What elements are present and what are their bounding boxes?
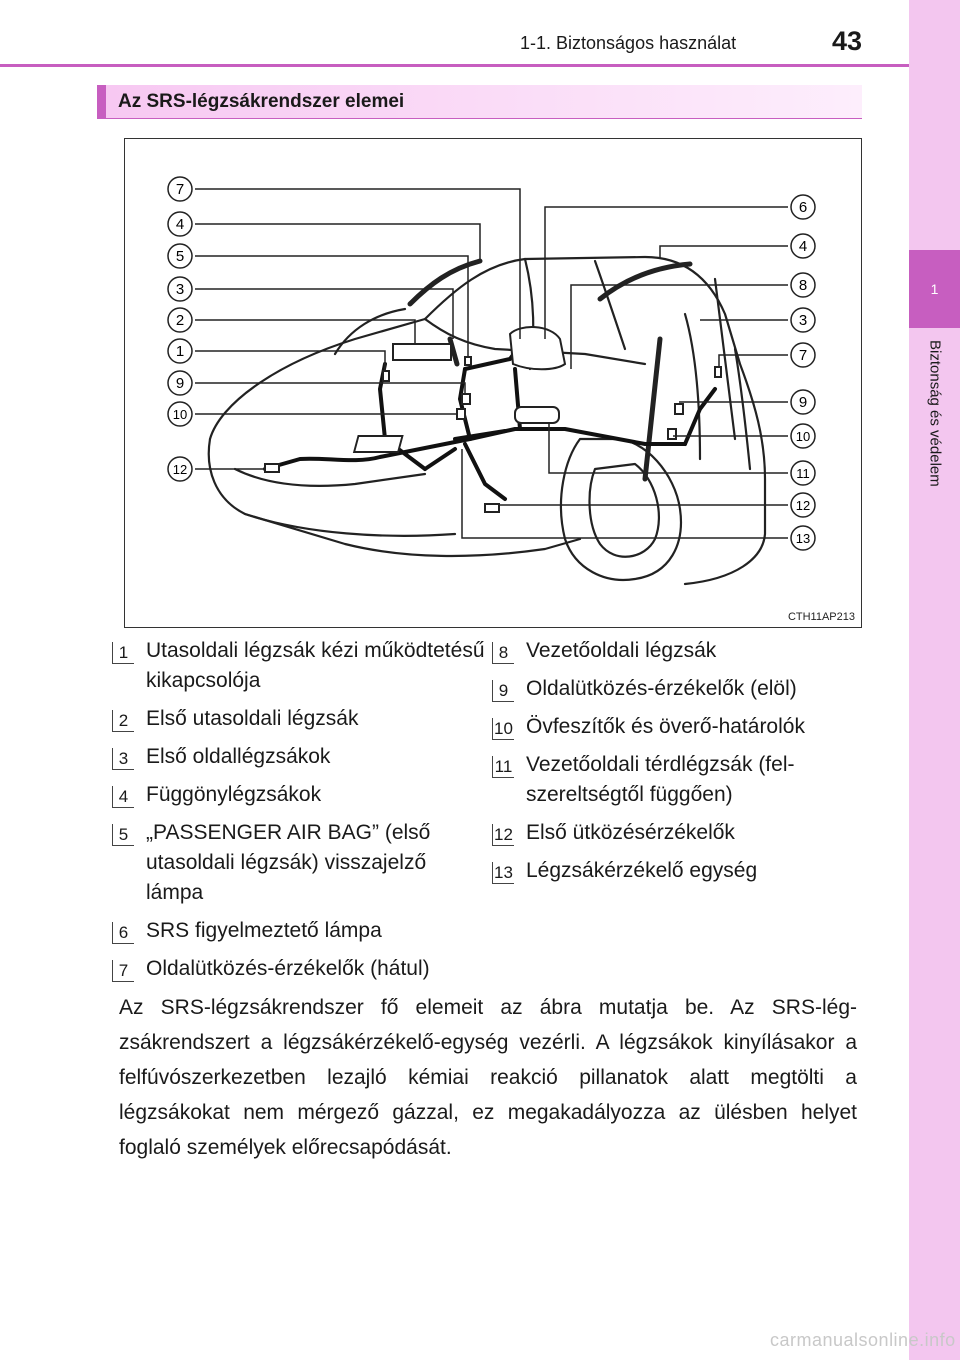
svg-text:10: 10 <box>172 407 188 422</box>
legend-text: Vezetőoldali légzsák <box>526 639 717 662</box>
callout-4-right <box>791 234 815 258</box>
callout-10-right <box>791 424 815 448</box>
svg-text:10: 10 <box>795 429 811 444</box>
legend-item <box>492 712 866 742</box>
svg-text:3: 3 <box>798 312 808 329</box>
legend-number: 5 <box>112 824 134 846</box>
legend-item <box>112 954 486 984</box>
car-illustration <box>125 139 860 626</box>
callout-12-left <box>168 457 192 481</box>
legend-text: Oldalütközés-érzékelők (hátul) <box>146 957 430 980</box>
callout-12-right <box>791 493 815 517</box>
callout-4-left <box>168 212 192 236</box>
legend-number: 3 <box>112 748 134 770</box>
legend-number: 10 <box>492 718 514 740</box>
callout-1-left <box>168 339 192 363</box>
watermark: carmanualsonline.info <box>770 1330 956 1350</box>
svg-text:12: 12 <box>172 462 188 477</box>
legend-item <box>112 704 486 734</box>
legend-text: Első oldallégzsákok <box>146 745 331 768</box>
svg-text:5: 5 <box>175 248 185 265</box>
svg-text:7: 7 <box>798 347 808 364</box>
callout-8-right <box>791 273 815 297</box>
chapter-number: 1 <box>909 250 960 328</box>
legend-item <box>112 818 466 908</box>
legend-number: 8 <box>492 642 514 664</box>
legend-item <box>492 818 866 848</box>
callout-9-right <box>791 390 815 414</box>
callout-5-left <box>168 244 192 268</box>
svg-text:9: 9 <box>175 375 185 392</box>
body-paragraph: Az SRS-légzsákrendszer fő elemeit az ábra mutatja be. Az SRS-légzsákrendszert a légzsákérzékelő-egység vezérli. A légzsákok kinyílásakor a felfúvószerkezetben lezajló kémiai reakció pillanatok alatt megtölti a légzsákokat nem mérgező gázzal, ez megakadályozza az ülésben helyet foglaló személyek előrecsapódását. <box>119 996 857 1159</box>
svg-text:6: 6 <box>798 199 808 216</box>
callout-7-left <box>168 177 192 201</box>
legend-item <box>112 636 486 696</box>
legend-number: 1 <box>112 642 134 664</box>
legend-number: 6 <box>112 922 134 944</box>
running-header: 1-1. Biztonságos használat <box>520 33 737 53</box>
legend-text: SRS figyelmeztető lámpa <box>146 919 382 942</box>
callout-3-left <box>168 277 192 301</box>
legend-text: Légzsákérzékelő egység <box>526 859 758 882</box>
legend-number: 2 <box>112 710 134 732</box>
legend-item <box>492 856 866 886</box>
legend-text: Övfeszítők és överő-határolók <box>526 715 805 738</box>
legend-text: Vezetőoldali térdlégzsák (felszereltségtől függően) <box>526 753 795 806</box>
svg-text:12: 12 <box>795 498 811 513</box>
legend-text: Oldalütközés-érzékelők (elöl) <box>526 677 797 700</box>
callout-11-right <box>791 461 815 485</box>
legend-text: Függönylégzsákok <box>146 783 322 806</box>
svg-text:8: 8 <box>798 277 808 294</box>
legend-number: 4 <box>112 786 134 808</box>
legend-text: Első ütközésérzékelők <box>526 821 735 844</box>
page-number: 43 <box>832 26 863 56</box>
legend-number: 9 <box>492 680 514 702</box>
callout-3-right <box>791 308 815 332</box>
legend-text: Első utasoldali légzsák <box>146 707 359 730</box>
svg-text:2: 2 <box>175 312 185 329</box>
svg-text:4: 4 <box>175 216 185 233</box>
diagram-code: CTH11AP213 <box>787 611 855 623</box>
legend-number: 12 <box>492 824 514 846</box>
section-heading: Az SRS-légzsákrendszer elemei <box>97 85 862 119</box>
legend-item <box>112 916 486 946</box>
legend-item <box>492 636 866 666</box>
srs-diagram <box>124 138 862 628</box>
header-rule <box>0 64 909 67</box>
callout-10-left <box>168 402 192 426</box>
svg-text:1: 1 <box>175 343 185 360</box>
legend-item <box>492 674 866 704</box>
callout-13-right <box>791 526 815 550</box>
legend-text: „PASSENGER AIR BAG” (első utasoldali légzsák) visszajelző lámpa <box>146 821 431 904</box>
legend-item <box>492 750 846 810</box>
legend-item <box>112 742 486 772</box>
svg-text:9: 9 <box>798 394 808 411</box>
legend-text: Utasoldali légzsák kézi működtetésű kikapcsolója <box>146 639 485 692</box>
svg-text:4: 4 <box>798 238 808 255</box>
callout-2-left <box>168 308 192 332</box>
chapter-tab <box>909 0 960 1360</box>
svg-text:11: 11 <box>796 466 810 481</box>
legend-number: 7 <box>112 960 134 982</box>
svg-text:7: 7 <box>175 181 185 198</box>
callout-6-right <box>791 195 815 219</box>
svg-text:13: 13 <box>795 531 811 546</box>
svg-text:3: 3 <box>175 281 185 298</box>
chapter-title: Biztonság és védelem <box>926 340 944 487</box>
legend-number: 11 <box>492 756 514 778</box>
legend-number: 13 <box>492 862 514 884</box>
callout-7-right <box>791 343 815 367</box>
callout-9-left <box>168 371 192 395</box>
legend-item <box>112 780 486 810</box>
